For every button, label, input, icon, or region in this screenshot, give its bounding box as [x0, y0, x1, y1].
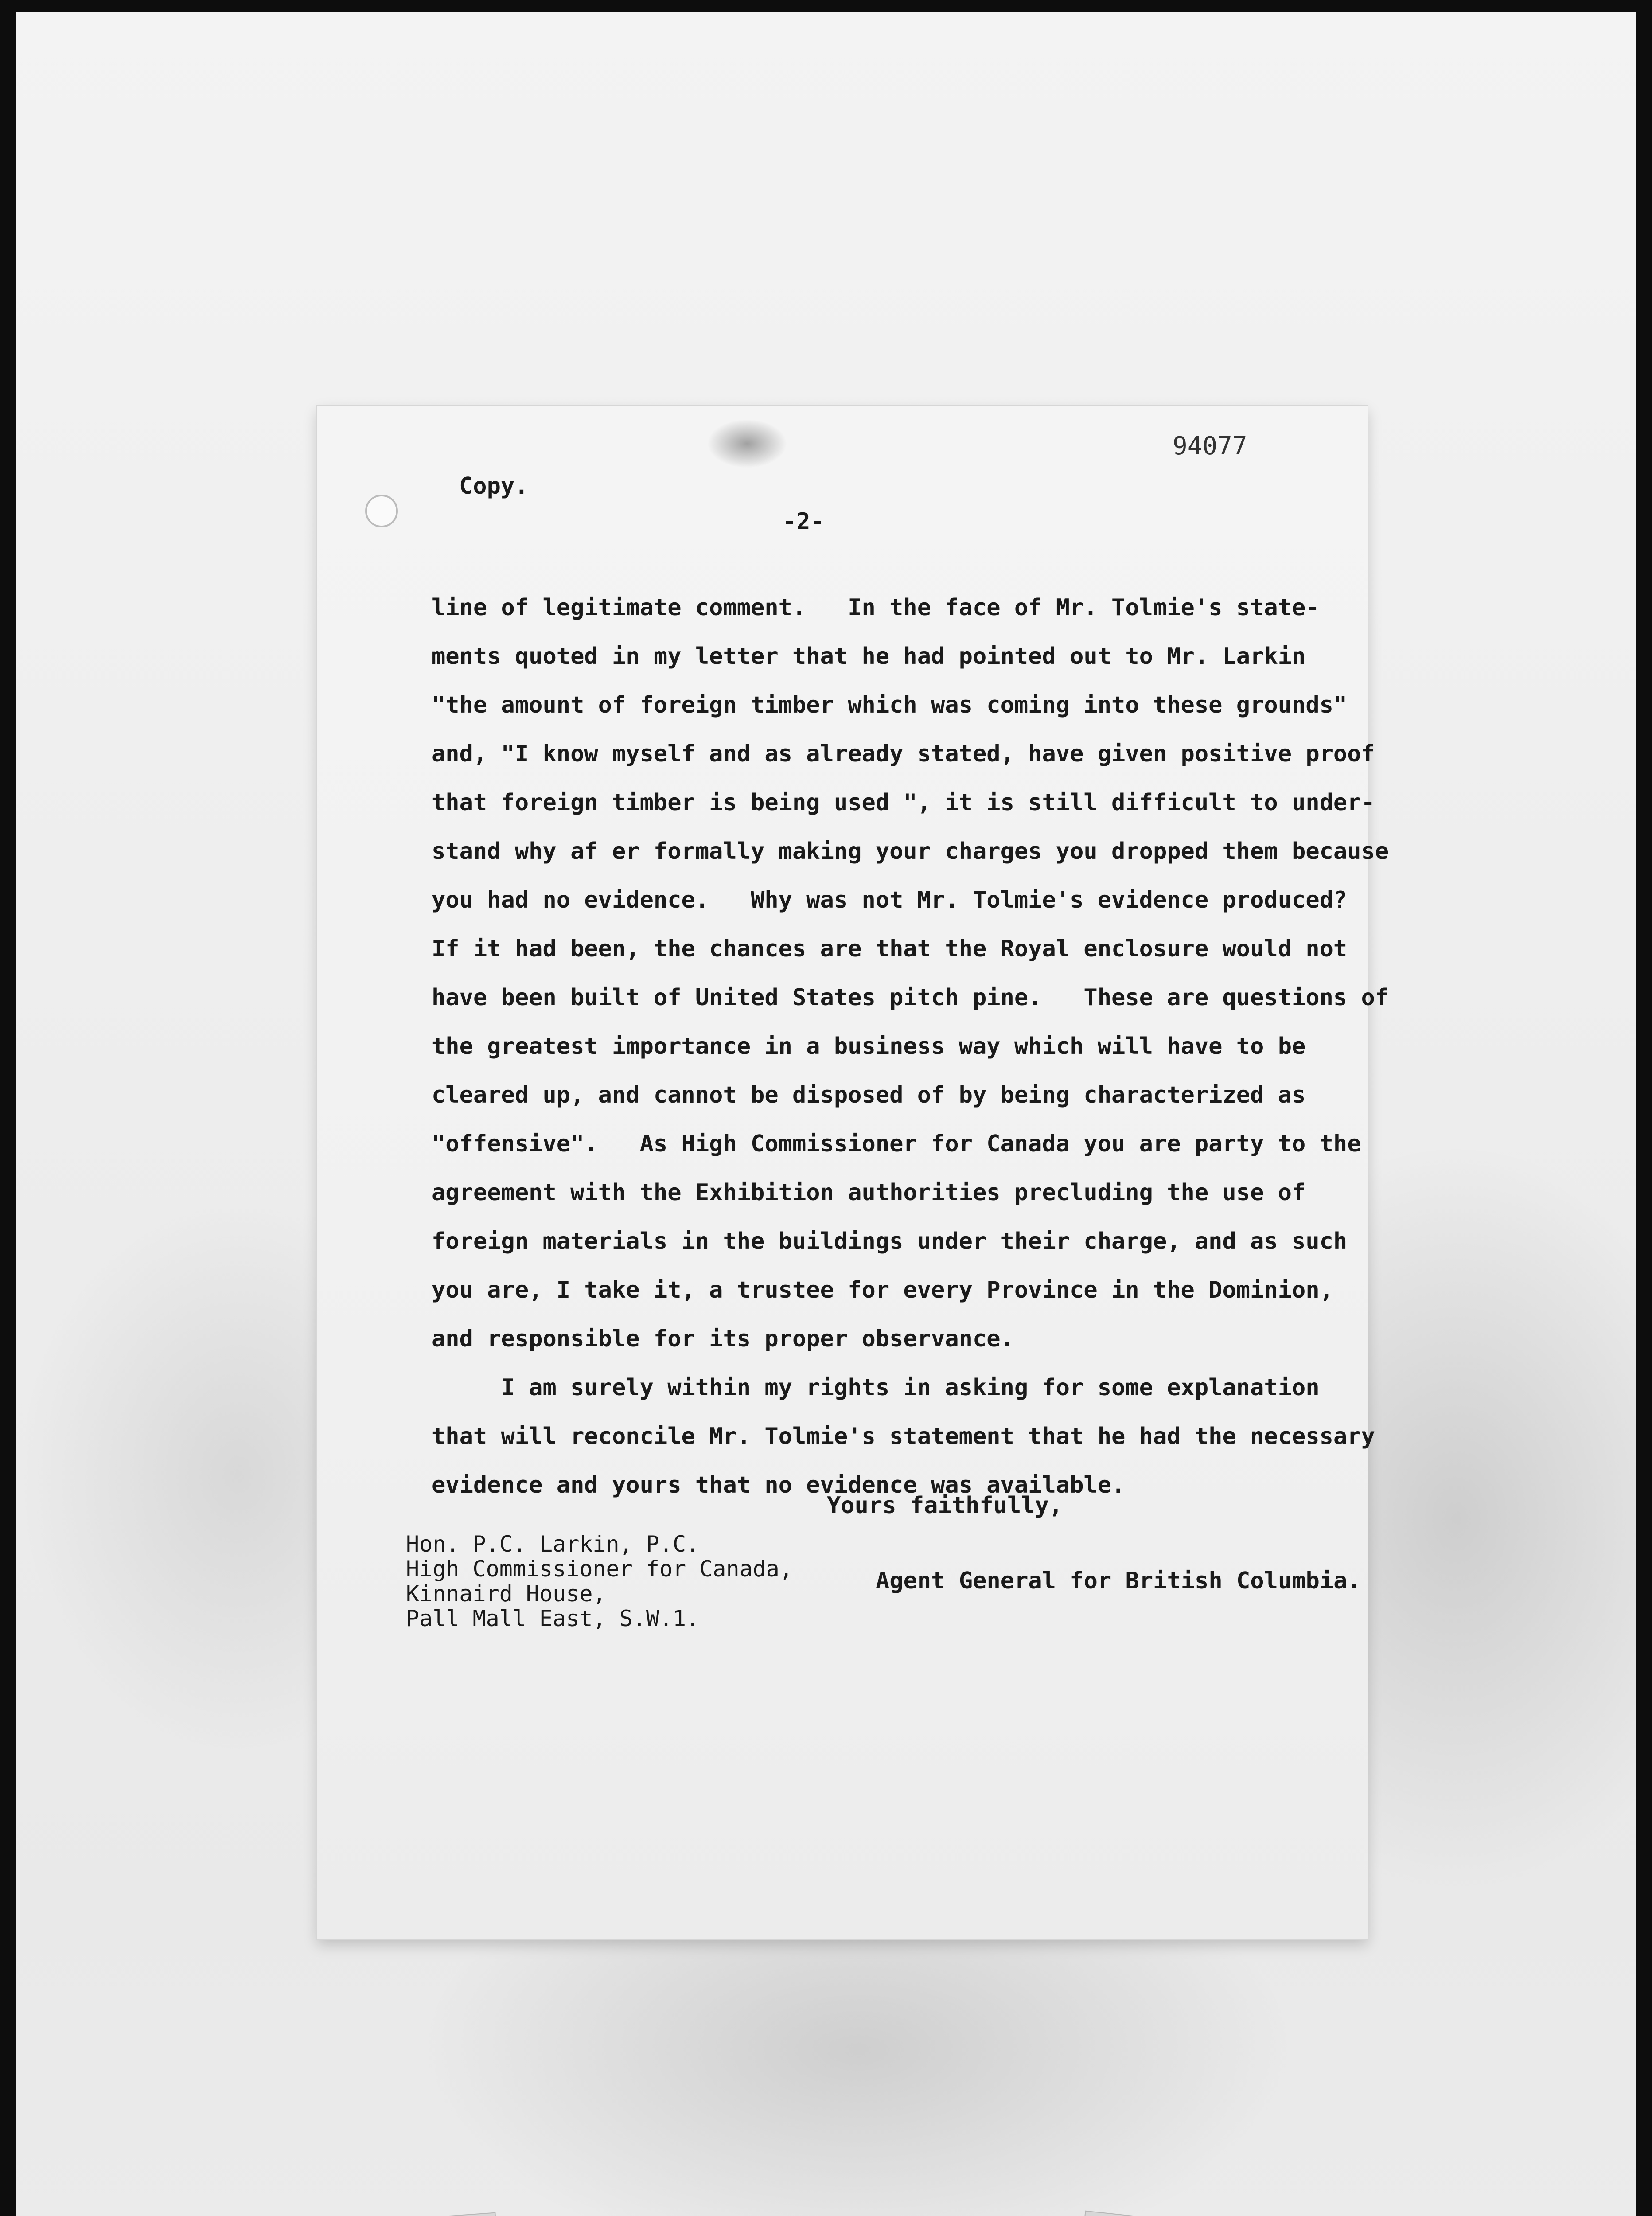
copy-label: Copy.	[459, 473, 529, 499]
body-line: you had no evidence. Why was not Mr. Tolmie's evidence produced?	[432, 887, 1348, 913]
body-line: stand why af er formally making your charges you dropped them because	[432, 838, 1389, 865]
body-line: you are, I take it, a trustee for every Province in the Dominion,	[432, 1277, 1333, 1303]
body-line: "the amount of foreign timber which was coming into these grounds"	[432, 692, 1348, 718]
body-line: foreign materials in the buildings under their charge, and as such	[432, 1228, 1348, 1255]
addressee-line: Hon. P.C. Larkin, P.C.	[406, 1531, 700, 1557]
closing: Yours faithfully,	[827, 1492, 1063, 1519]
body-line: ments quoted in my letter that he had pointed out to Mr. Larkin	[432, 643, 1306, 670]
letter-body	[432, 583, 1389, 1510]
body-line: line of legitimate comment. In the face of Mr. Tolmie's state-	[432, 594, 1320, 621]
body-line: the greatest importance in a business way which will have to be	[432, 1033, 1306, 1060]
addressee-line: Pall Mall East, S.W.1.	[406, 1606, 700, 1631]
document-number: 94077	[1173, 432, 1247, 460]
body-line: cleared up, and cannot be disposed of by being characterized as	[432, 1082, 1306, 1108]
body-line: that foreign timber is being used ", it is still difficult to under-	[432, 789, 1375, 816]
letter-page	[317, 406, 1389, 1939]
body-line: If it had been, the chances are that the Royal enclosure would not	[432, 936, 1348, 962]
body-line: agreement with the Exhibition authorities precluding the use of	[432, 1179, 1306, 1206]
addressee-block	[406, 1532, 793, 1631]
body-line: evidence and yours that no evidence was available.	[432, 1472, 1126, 1498]
body-line: I am surely within my rights in asking for some explanation	[432, 1374, 1320, 1401]
ink-smudge	[707, 419, 787, 468]
body-line: have been built of United States pitch pine. These are questions of	[432, 984, 1389, 1011]
body-line: that will reconcile Mr. Tolmie's statement that he had the necessary	[432, 1423, 1375, 1450]
addressee-line: High Commissioner for Canada,	[406, 1556, 793, 1582]
body-line: "offensive". As High Commissioner for Canada you are party to the	[432, 1131, 1361, 1157]
signature-title: Agent General for British Columbia.	[876, 1568, 1361, 1594]
addressee-line: Kinnaird House,	[406, 1581, 606, 1607]
page-number: -2-	[783, 508, 824, 535]
body-line: and, "I know myself and as already stated, have given positive proof	[432, 741, 1375, 767]
punch-hole	[365, 495, 398, 527]
microfilm-frame	[16, 12, 1636, 2216]
body-line: and responsible for its proper observance.	[432, 1326, 1014, 1352]
